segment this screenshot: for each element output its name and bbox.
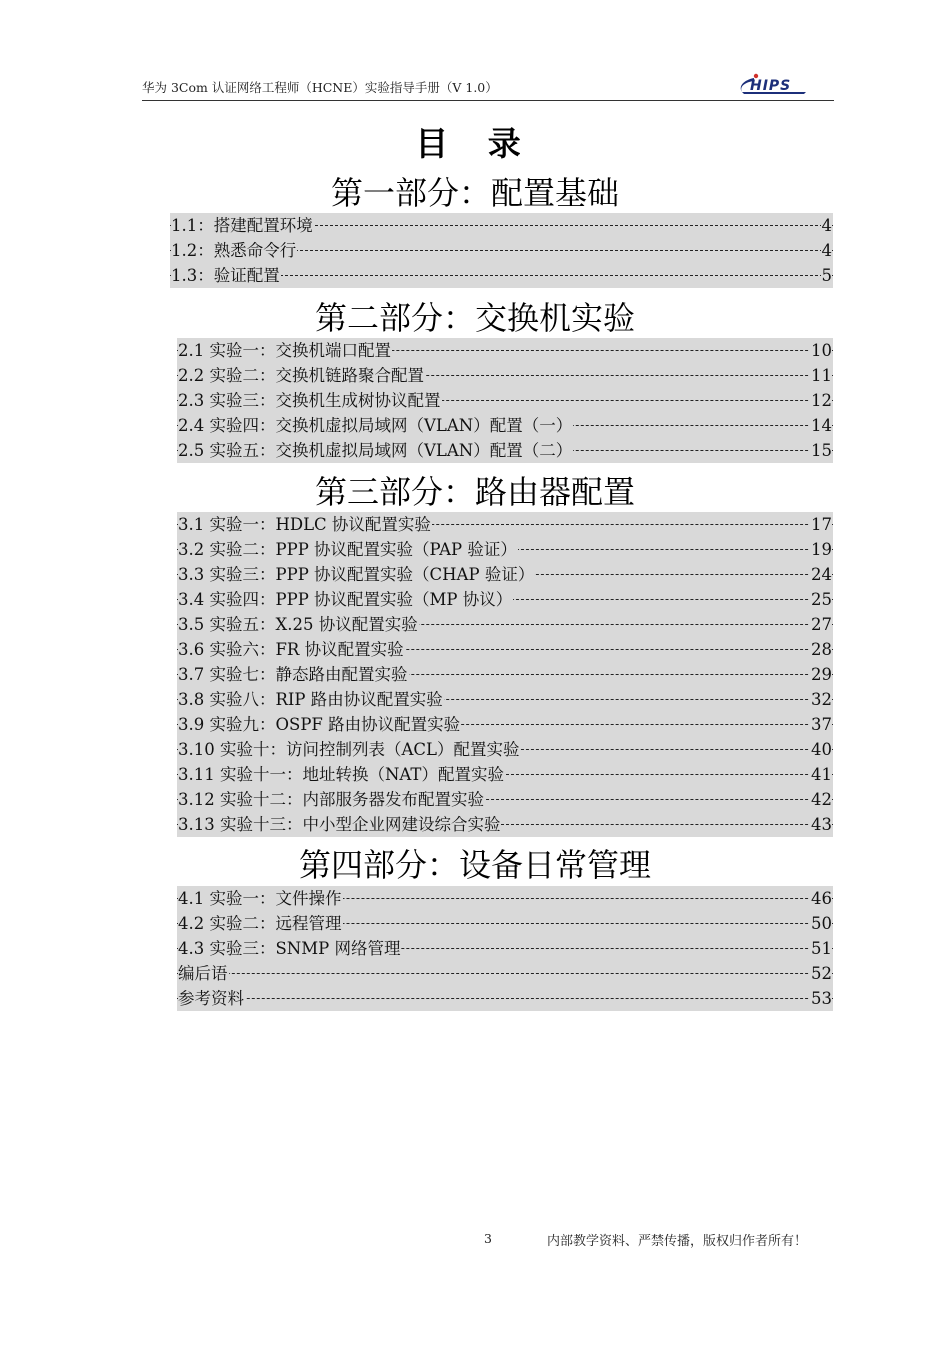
hips-logo — [736, 72, 812, 98]
toc-list-1 — [170, 213, 833, 288]
toc-item[interactable]: 2.4 实验四：交换机虚拟局域网（VLAN）配置（一） 14 — [177, 413, 833, 438]
toc-item[interactable]: 3.13 实验十三：中小型企业网建设综合实验 43 — [177, 812, 833, 837]
toc-item[interactable]: 编后语 52 — [177, 961, 833, 986]
toc-item[interactable]: 3.3 实验三：PPP 协议配置实验（CHAP 验证） 24 — [177, 562, 833, 587]
section-title-2: 第二部分：交换机实验 — [314, 299, 635, 337]
toc-item[interactable]: 1.3：验证配置 5 — [170, 263, 833, 288]
toc-item[interactable]: 3.7 实验七：静态路由配置实验 29 — [177, 662, 833, 687]
leader-dashes — [177, 973, 833, 974]
toc-item[interactable]: 4.3 实验三：SNMP 网络管理 51 — [177, 936, 833, 961]
toc-item[interactable]: 参考资料 53 — [177, 986, 833, 1011]
toc-item[interactable]: 3.2 实验二：PPP 协议配置实验（PAP 验证） 19 — [177, 537, 833, 562]
toc-item[interactable]: 3.6 实验六：FR 协议配置实验 28 — [177, 637, 833, 662]
toc-item[interactable]: 3.11 实验十一：地址转换（NAT）配置实验 41 — [177, 762, 833, 787]
toc-item[interactable]: 4.2 实验二：远程管理 50 — [177, 911, 833, 936]
toc-item[interactable]: 2.1 实验一：交换机端口配置 10 — [177, 338, 833, 363]
toc-item[interactable]: 1.1：搭建配置环境 4 — [170, 213, 833, 238]
toc-list-3 — [177, 512, 833, 837]
toc-item[interactable]: 2.3 实验三：交换机生成树协议配置 12 — [177, 388, 833, 413]
section-title-4: 第四部分：设备日常管理 — [298, 846, 651, 884]
page-title: 目 录 — [415, 124, 535, 163]
toc-item[interactable]: 2.5 实验五：交换机虚拟局域网（VLAN）配置（二） 15 — [177, 438, 833, 463]
toc-item[interactable]: 3.5 实验五：X.25 协议配置实验 27 — [177, 612, 833, 637]
toc-item[interactable]: 2.2 实验二：交换机链路聚合配置 11 — [177, 363, 833, 388]
section-title-3: 第三部分：路由器配置 — [314, 473, 635, 511]
toc-list-4 — [177, 886, 833, 1011]
toc-item[interactable]: 3.4 实验四：PPP 协议配置实验（MP 协议） 25 — [177, 587, 833, 612]
logo-text: HIPS — [750, 78, 792, 94]
toc-item[interactable]: 3.8 实验八：RIP 路由协议配置实验 32 — [177, 687, 833, 712]
footer-note: 内部教学资料、严禁传播，版权归作者所有！ — [547, 1234, 808, 1249]
page-header — [142, 72, 834, 101]
leader-dashes — [177, 998, 833, 999]
toc-item[interactable]: 1.2：熟悉命令行 4 — [170, 238, 833, 263]
toc-item[interactable]: 3.1 实验一：HDLC 协议配置实验 17 — [177, 512, 833, 537]
footer-page-number: 3 — [484, 1231, 492, 1246]
header-text: 华为 3Com 认证网络工程师（HCNE）实验指导手册（V 1.0） — [142, 80, 498, 95]
toc-item[interactable]: 3.9 实验九：OSPF 路由协议配置实验 37 — [177, 712, 833, 737]
toc-item[interactable]: 3.12 实验十二：内部服务器发布配置实验 42 — [177, 787, 833, 812]
section-title-1: 第一部分：配置基础 — [330, 174, 619, 212]
toc-list-2 — [177, 338, 833, 463]
toc-item[interactable]: 3.10 实验十：访问控制列表（ACL）配置实验 40 — [177, 737, 833, 762]
toc-item[interactable]: 4.1 实验一：文件操作 46 — [177, 886, 833, 911]
